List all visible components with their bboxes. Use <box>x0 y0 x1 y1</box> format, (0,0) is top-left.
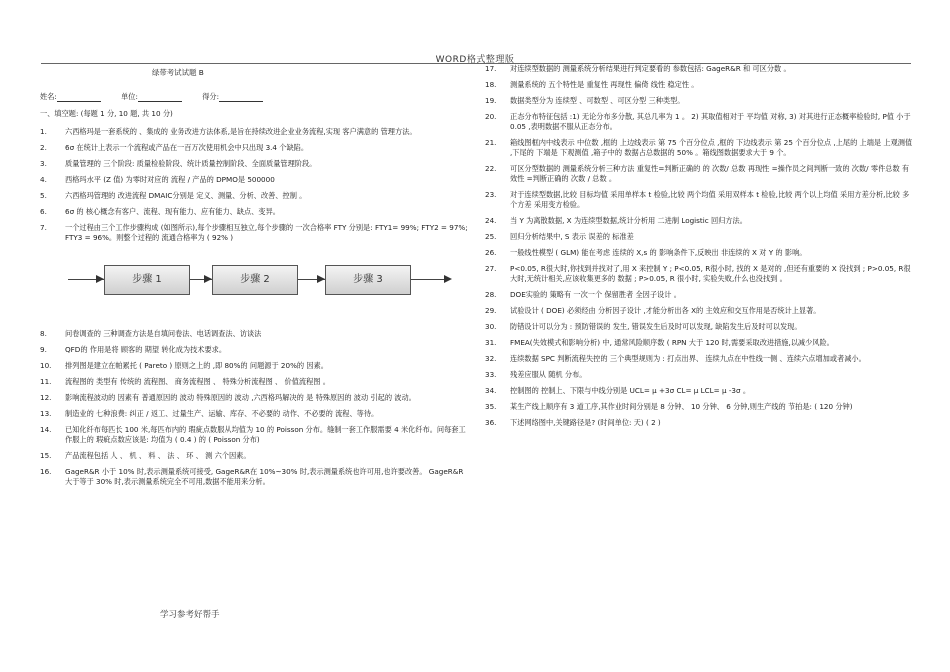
question-19: 19. 数据类型分为 连续型 、可数型 、可区分型 三种类型。 <box>485 96 685 105</box>
name-field <box>57 93 101 102</box>
question-28: 28. DOE实验的 策略有 一次一个 保留胜者 全因子设计 。 <box>485 290 681 299</box>
document-header: WORD格式整理版 <box>435 55 515 65</box>
question-3: 3. 质量管理的 三个阶段: 质量检验阶段、统计质量控制阶段、全面质量管理阶段。 <box>40 159 317 168</box>
question-10: 10. 排列图是建立在帕累托 ( Pareto ) 原则之上的 ,即 80%的 问题源于 20%的 因素。 <box>40 361 328 370</box>
question-7: 7. 一个过程由三个工作步骤构成 (如图所示),每个步骤相互独立,每个步骤的 一次合格率 FTY 分别是: FTY1= 99%; FTY2 = 97%; FTY3 = 96%。则整个过程的 流通合格率为 ( 92% ) <box>40 223 468 242</box>
question-18: 18. 测量系统的 五个特性是 重复性 再现性 偏倚 线性 稳定性 。 <box>485 80 699 89</box>
question-6: 6. 6σ 的 核心概念有客户、流程、现有能力、应有能力、缺点、变异。 <box>40 207 280 216</box>
exam-title: 绿带考试试题 B <box>152 68 204 77</box>
question-26: 26. 一般线性模型 ( GLM) 能在考虑 连续的 X,s 的 影响条件下,反映出 非连续的 X 对 Y 的 影响。 <box>485 248 807 257</box>
question-23: 23. 对于连续型数据,比较 目标均值 采用单样本 t 检验,比较 两个均值 采用双样本 t 检验,比较 两个以上均值 采用方差分析,比较 多个方差 采用变方检验。 <box>485 190 910 209</box>
arrow-icon <box>204 275 212 283</box>
question-33: 33. 残差应服从 随机 分布。 <box>485 370 587 379</box>
unit-label: 单位: <box>121 92 138 101</box>
question-30: 30. 防错设计可以分为 : 预防错误的 发生, 错误发生后及时可以发现, 缺陷发生后及时可以发现。 <box>485 322 802 331</box>
info-row <box>40 92 468 102</box>
process-flow-diagram <box>40 249 468 319</box>
question-2: 2. 6σ 在统计上表示一个流程或产品在一百万次使用机会中只出现 3.4 个缺陷。 <box>40 143 309 152</box>
question-15: 15. 产品流程包括 人 、 机 、 料 、 法 、 环 、 测 六个因素。 <box>40 451 251 460</box>
step-3-box: 步骤 3 <box>325 265 411 295</box>
question-36: 36. 下述网络图中,关键路径是? (时间单位: 天) ( 2 ) <box>485 418 661 427</box>
question-34: 34. 控制图的 控制上、下限与中线分别是 UCL= μ +3σ CL= μ LCL= μ -3σ 。 <box>485 386 751 395</box>
question-11: 11. 流程图的 类型有 传统的 流程图、 商务流程图 、 特殊分析流程图 、 价值流程图 。 <box>40 377 330 386</box>
score-label: 得分: <box>202 92 219 101</box>
question-4: 4. 西格玛水平 (Z 值) 为零时对应的 流程 / 产品的 DPMO是 500000 <box>40 175 275 184</box>
question-25: 25. 回归分析结果中, S 表示 误差的 标准差 <box>485 232 634 241</box>
question-9: 9. QFD的 作用是将 顾客的 期望 转化成为技术要求。 <box>40 345 227 354</box>
question-24: 24. 当 Y 为离散数据, X 为连续型数据,统计分析用 二进制 Logistic 回归方法。 <box>485 216 747 225</box>
score-field <box>219 93 263 102</box>
step-1-box: 步骤 1 <box>104 265 190 295</box>
right-column <box>485 64 915 434</box>
question-31: 31. FMEA(失效模式和影响分析) 中, 通常风险顺序数 ( RPN 大于 120 时,需要采取改进措施,以减少风险。 <box>485 338 834 347</box>
question-21: 21. 箱线图框内中线表示 中位数 ,框的 上边线表示 第 75 个百分位点 ,框的 下边线表示 第 25 个百分位点 ,上尾的 上端是 上观测值 ,下尾的 下端是 下观测值 ,箱子中的 数据占总数据的 50% 。箱线图数据要求大于 9 个。 <box>485 138 913 157</box>
step-2-box: 步骤 2 <box>212 265 298 295</box>
question-13: 13. 制造业的 七种浪费: 纠正 / 返工、过量生产、运输、库存、不必要的 动作、不必要的 流程、等待。 <box>40 409 379 418</box>
question-20: 20. 正态分布特征包括 :1) 无论分布多分散, 其总几率为 1 。 2) 其取值相对于 平均值 对称, 3) 对其进行正态概率检验时, P值 小于 0.05 ,表明数据不服从正态分布。 <box>485 112 911 131</box>
name-label: 姓名: <box>40 92 57 101</box>
page-footer: 学习参考好帮手 <box>160 610 220 620</box>
left-column <box>40 64 468 493</box>
question-5: 5. 六西格玛管理的 改进流程 DMAIC分别是 定义、测量、分析、改善、控制 。 <box>40 191 307 200</box>
question-27: 27. P<0.05, R很大时,你找到并找对了,用 X 来控制 Y ; P<0.05, R很小时, 找的 X 是对的 ,但还有重要的 X 没找到 ; P>0.05, R很大时,无统计相关,应该收集更多的 数据 ; P>0.05, R 很小时, 实验失败,什么也没找到 。 <box>485 264 911 283</box>
question-16: 16. GageR&R 小于 10% 时,表示测量系统可接受, GageR&R在 10%~30% 时,表示测量系统也许可用,也许要改善。 GageR&R 大于等于 30% 时,表示测量系统完全不可用,数据不能用来分析。 <box>40 467 464 486</box>
question-12: 12. 影响流程波动的 因素有 普通原因的 波动 特殊原因的 波动 ,六西格玛解决的 是 特殊原因的 波动 引起的 波动。 <box>40 393 416 402</box>
question-22: 22. 可区分型数据的 测量系统分析三种方法 重复性=判断正确的 的 次数/ 总数 再现性 =操作员之间判断一致的 次数/ 零件总数 有效性 =判断正确的 次数 / 总数 。 <box>485 164 910 183</box>
arrow-icon <box>317 275 325 283</box>
unit-field <box>138 93 182 102</box>
question-8: 8. 问卷调查的 三种调查方法是自填问卷法、电话调查法、访谈法 <box>40 329 262 338</box>
question-1: 1. 六西格玛是一套系统的 、集成的 业务改进方法体系,是旨在持续改进企业业务流程,实现 客户满意的 管理方法。 <box>40 127 417 136</box>
arrow-icon <box>96 275 104 283</box>
question-14: 14. 已知化纤布每匹长 100 米,每匹布内的 瑕疵点数服从均值为 10 的 Poisson 分布。缝制一套工作服需要 4 米化纤布。问每套工作服上的 瑕疵点数应该是: 均值为 ( 0.4 ) 的 ( Poisson 分布) <box>40 425 466 444</box>
question-35: 35. 某生产线上顺序有 3 道工序,其作业时间分别是 8 分钟、 10 分钟、 6 分钟,则生产线的 节拍是: ( 120 分钟) <box>485 402 853 411</box>
question-17: 17. 对连续型数据的 测量系统分析结果进行判定要看的 参数包括: GageR&R 和 可区分数 。 <box>485 64 791 73</box>
question-32: 32. 连续数据 SPC 判断流程失控的 三个典型规则为 : 打点出界、 连续九点在中性线一侧 、连续六点增加或者减小。 <box>485 354 866 363</box>
section-heading: 一、填空题: (每题 1 分, 10 题, 共 10 分) <box>40 109 173 118</box>
question-29: 29. 试验设计 ( DOE) 必须经由 分析因子设计 ,才能分析出各 X的 主效应和交互作用是否统计上显著。 <box>485 306 821 315</box>
arrow-icon <box>444 275 452 283</box>
